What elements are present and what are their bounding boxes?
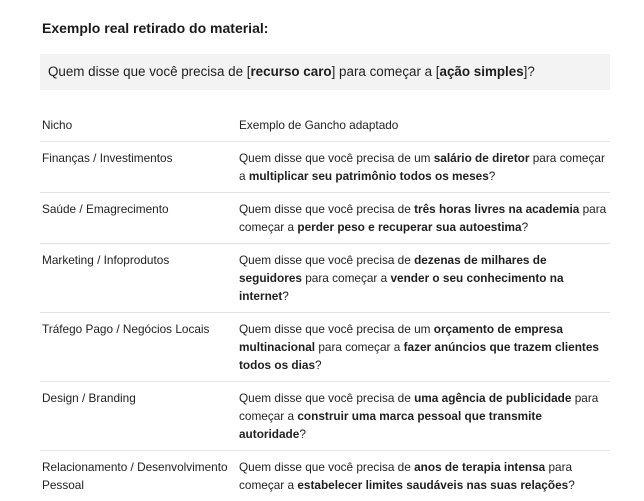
table-row — [40, 193, 610, 244]
table-row — [40, 451, 610, 501]
example-cell — [237, 451, 610, 501]
text-segment: Quem disse que você precisa de — [239, 202, 414, 216]
text-segment: para começar a — [315, 340, 404, 354]
hooks-table — [40, 113, 610, 501]
text-segment: ]? — [524, 64, 535, 79]
emphasis-text: salário de diretor — [434, 151, 530, 165]
text-segment: Quem disse que você precisa de um — [239, 322, 434, 336]
niche-cell: Finanças / Investimentos — [40, 142, 237, 193]
emphasis-text: ação simples — [440, 64, 524, 79]
emphasis-text: orçamento de empresa multinacional — [239, 322, 563, 354]
text-segment: para começar a — [239, 391, 598, 423]
table-row — [40, 382, 610, 451]
example-cell — [237, 193, 610, 244]
text-segment: para começar a — [239, 151, 605, 183]
emphasis-text: vender o seu conhecimento na internet — [239, 271, 564, 303]
example-cell — [237, 244, 610, 313]
emphasis-text: fazer anúncios que trazem clientes todos os dias — [239, 340, 599, 372]
column-header-example: Exemplo de Gancho adaptado — [237, 113, 610, 142]
table-row — [40, 244, 610, 313]
example-cell — [237, 142, 610, 193]
text-segment: para começar a — [302, 271, 391, 285]
template-quote — [40, 54, 610, 90]
niche-cell: Marketing / Infoprodutos — [40, 244, 237, 313]
table-header-row — [40, 113, 610, 142]
emphasis-text: uma agência de publicidade — [414, 391, 571, 405]
niche-cell: Tráfego Pago / Negócios Locais — [40, 313, 237, 382]
emphasis-text: multiplicar seu patrimônio todos os meses — [249, 169, 489, 183]
text-segment: Quem disse que você precisa de [ — [48, 64, 250, 79]
column-header-niche: Nicho — [40, 113, 237, 142]
text-segment: para começar a — [239, 202, 606, 234]
text-segment: ] para começar a [ — [332, 64, 440, 79]
text-segment: ? — [568, 478, 575, 492]
emphasis-text: dezenas de milhares de seguidores — [239, 253, 547, 285]
niche-cell: Saúde / Emagrecimento — [40, 193, 237, 244]
text-segment: ? — [282, 289, 289, 303]
section-heading: Exemplo real retirado do material: — [42, 20, 268, 36]
example-cell — [237, 382, 610, 451]
table-row — [40, 313, 610, 382]
example-cell — [237, 313, 610, 382]
text-segment: Quem disse que você precisa de — [239, 460, 414, 474]
emphasis-text: perder peso e recuperar sua autoestima — [297, 220, 521, 234]
emphasis-text: estabelecer limites saudáveis nas suas relações — [297, 478, 568, 492]
text-segment: ? — [489, 169, 496, 183]
text-segment: Quem disse que você precisa de um — [239, 151, 434, 165]
text-segment: ? — [315, 358, 322, 372]
text-segment: Quem disse que você precisa de — [239, 391, 414, 405]
emphasis-text: três horas livres na academia — [414, 202, 579, 216]
emphasis-text: anos de terapia intensa — [414, 460, 545, 474]
text-segment: ? — [522, 220, 529, 234]
emphasis-text: construir uma marca pessoal que transmite autoridade — [239, 409, 542, 441]
niche-cell: Relacionamento / Desenvolvimento Pessoal — [40, 451, 237, 501]
emphasis-text: recurso caro — [250, 64, 331, 79]
table-row — [40, 142, 610, 193]
text-segment: ? — [299, 427, 306, 441]
niche-cell: Design / Branding — [40, 382, 237, 451]
text-segment: Quem disse que você precisa de — [239, 253, 414, 267]
text-segment: para começar a — [239, 460, 572, 492]
